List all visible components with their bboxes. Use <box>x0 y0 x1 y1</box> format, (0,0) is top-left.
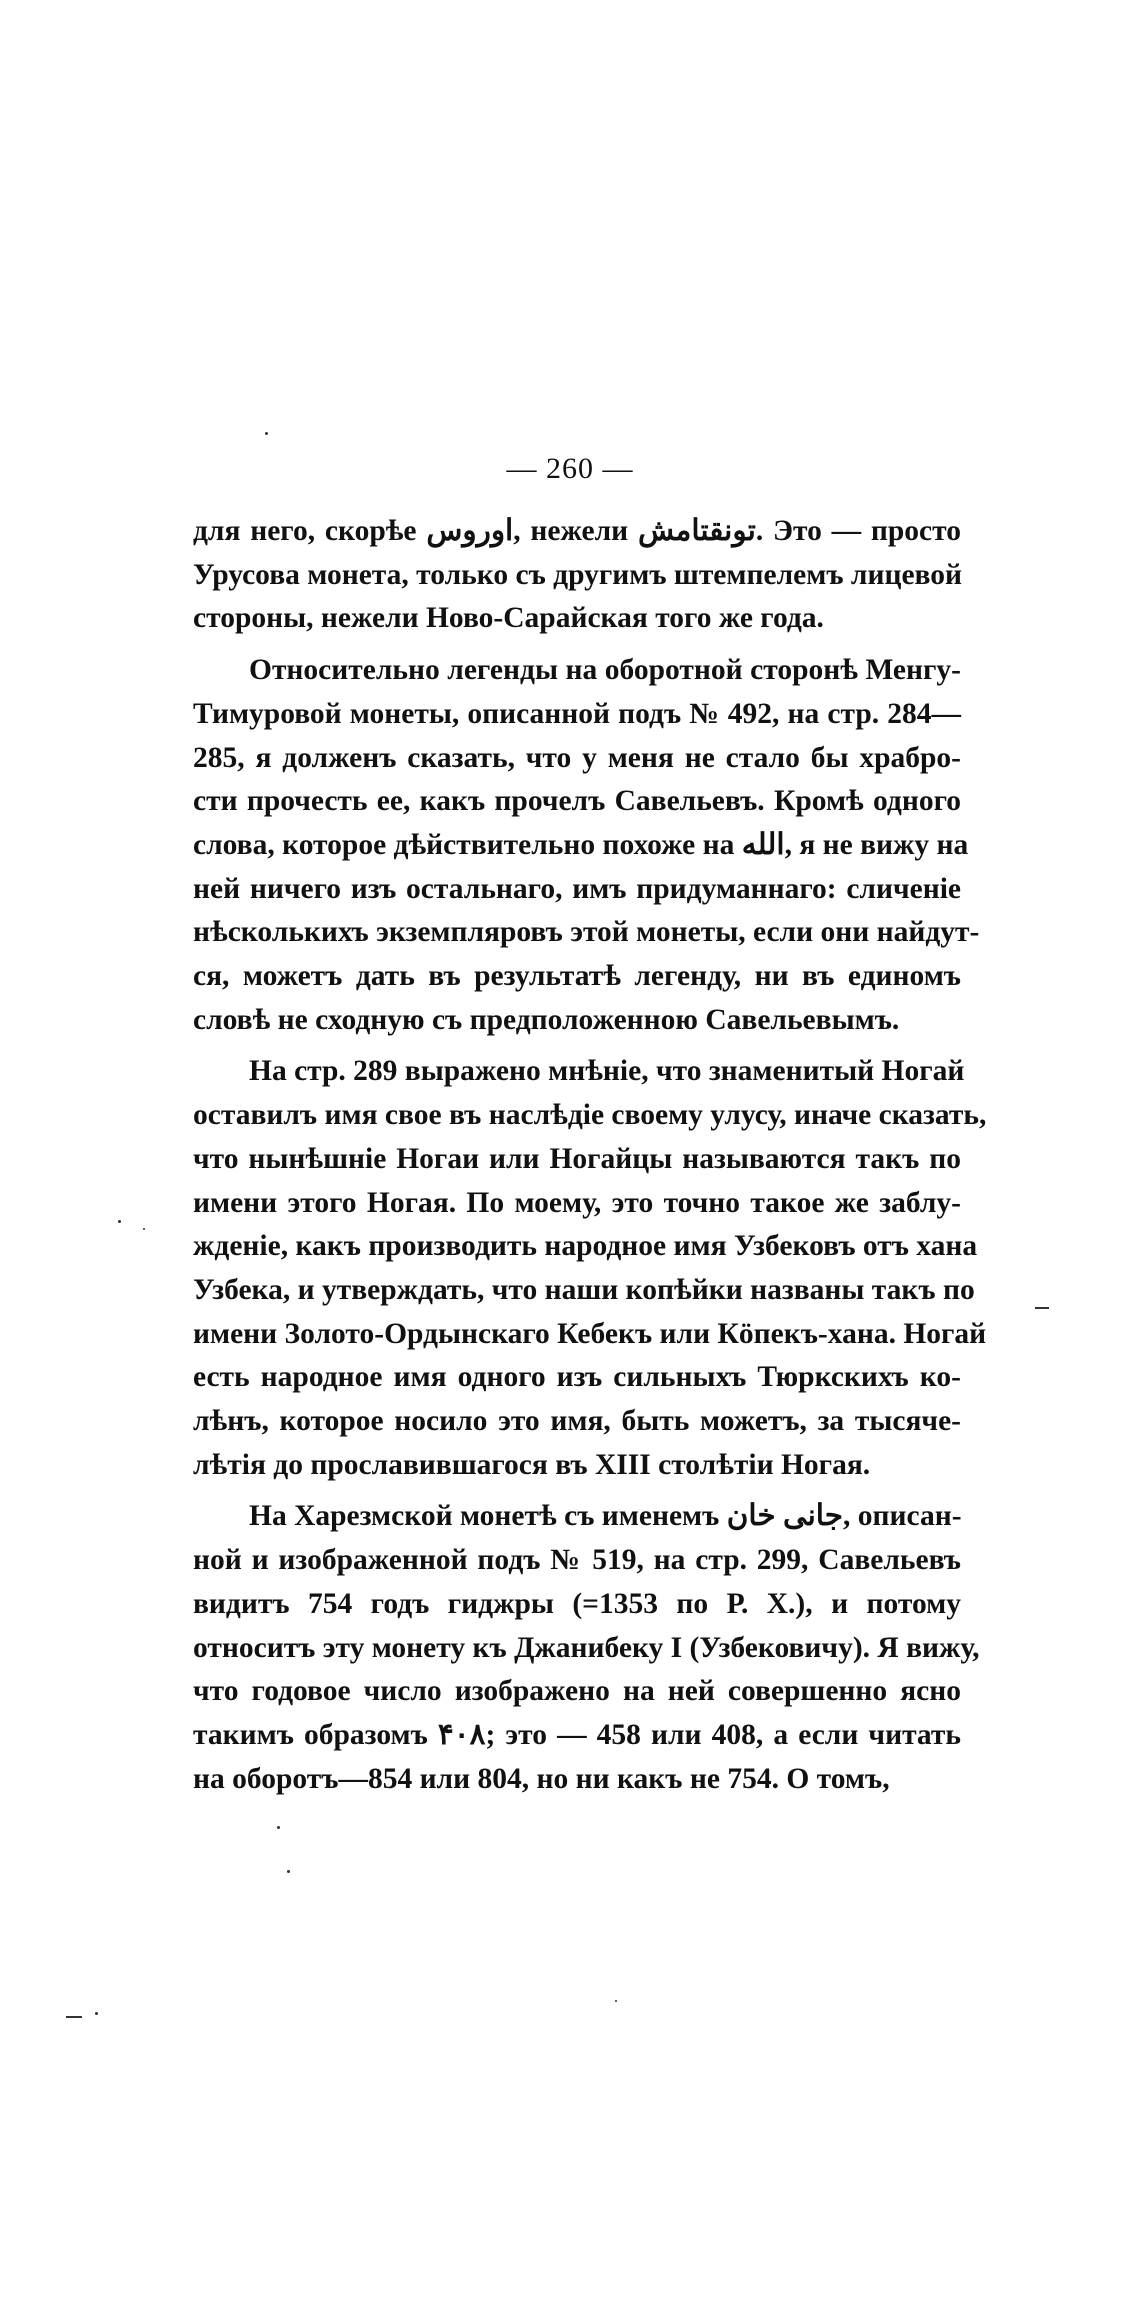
text-line: относитъ эту монету къ Джанибеку I (Узбековичу). Я вижу, <box>193 1631 980 1664</box>
page-number: — 260 — <box>506 452 634 485</box>
scan-speck <box>287 1870 290 1873</box>
text-line: лѣнъ, которое носило это имя, быть можетъ, за тысяче- <box>193 1405 961 1438</box>
text-line: видитъ 754 годъ гиджры (=1353 по Р. Х.), и потому <box>193 1587 961 1620</box>
scan-speck <box>277 1826 280 1829</box>
paragraph <box>193 1050 987 1487</box>
text-line: что годовое число изображено на ней совершенно ясно <box>193 1675 961 1708</box>
scan-speck <box>95 2012 98 2015</box>
text-line: имени этого Ногая. По моему, это точно такое же заблу- <box>193 1186 961 1219</box>
text-line: 285, я долженъ сказать, что у меня не стало бы храбро- <box>193 741 961 774</box>
text-line: жденie, какъ производить народное имя Узбековъ отъ хана <box>193 1230 978 1263</box>
text-line: ней ничего изъ остальнаго, имъ придуманнаго: сличенie <box>193 872 961 905</box>
text-line: На стр. 289 выражено мнѣнie, что знаменитый Ногай <box>249 1055 965 1088</box>
text-line: сти прочесть ее, какъ прочелъ Савельевъ. Кромѣ одного <box>193 785 961 818</box>
text-line: такимъ образомъ ۴۰۸; это — 458 или 408, а если читать <box>193 1718 961 1751</box>
text-line: слова, которое дѣйствительно похоже на الله, я не вижу на <box>193 828 969 861</box>
text-line: что нынѣшнie Ногаи или Ногайцы называются такъ по <box>193 1142 961 1175</box>
scan-speck <box>143 1228 145 1230</box>
text-line: Тимуровой монеты, описанной подъ № 492, на стр. 284— <box>193 697 961 730</box>
text-line: оставилъ имя свое въ наслѣдie своему улусу, иначе сказать, <box>193 1099 987 1132</box>
text-line: Узбека, и утверждать, что наши копѣйки названы такъ по <box>193 1273 975 1306</box>
text-line: словѣ не сходную съ предположенною Савельевымъ. <box>193 1003 900 1036</box>
text-line: На Харезмской монетѣ съ именемъ جانی خان, описан- <box>249 1500 962 1533</box>
text-line: ся, можетъ дать въ результатѣ легенду, ни въ единомъ <box>193 960 961 993</box>
paragraph <box>193 1495 980 1801</box>
body-text <box>193 510 987 1801</box>
text-line: на оборотъ—854 или 804, но ни какъ не 754. О томъ, <box>193 1762 890 1795</box>
text-line: ной и изображенной подъ № 519, на стр. 299, Савельевъ <box>193 1544 961 1577</box>
text-line: для него, скорѣе اوروس, нежели تونقتامش. Это — просто <box>193 515 961 547</box>
scan-mark <box>1035 1307 1049 1309</box>
text-line: стороны, нежели Ново-Сарайская того же года. <box>193 602 824 635</box>
text-line: имени Золото-Ордынскаго Кебекъ или Кöпекъ-хана. Ногай <box>193 1317 987 1350</box>
text-line: есть народное имя одного изъ сильныхъ Тюркскихъ ко- <box>193 1361 961 1394</box>
paragraph <box>193 649 980 1042</box>
text-line: Относительно легенды на оборотной сторонѣ Менгу- <box>249 654 961 687</box>
scan-mark <box>66 2016 82 2018</box>
paragraph <box>193 510 961 641</box>
text-line: нѣсколькихъ экземпляровъ этой монеты, если они найдут- <box>193 916 980 949</box>
text-line: лѣтiя до прославившагося въ XIII столѣтiи Ногая. <box>193 1448 871 1481</box>
scan-speck <box>615 2000 617 2002</box>
scan-speck <box>265 432 268 435</box>
scan-speck <box>118 1220 121 1223</box>
text-line: Урусова монета, только съ другимъ штемпелемъ лицевой <box>193 558 963 591</box>
